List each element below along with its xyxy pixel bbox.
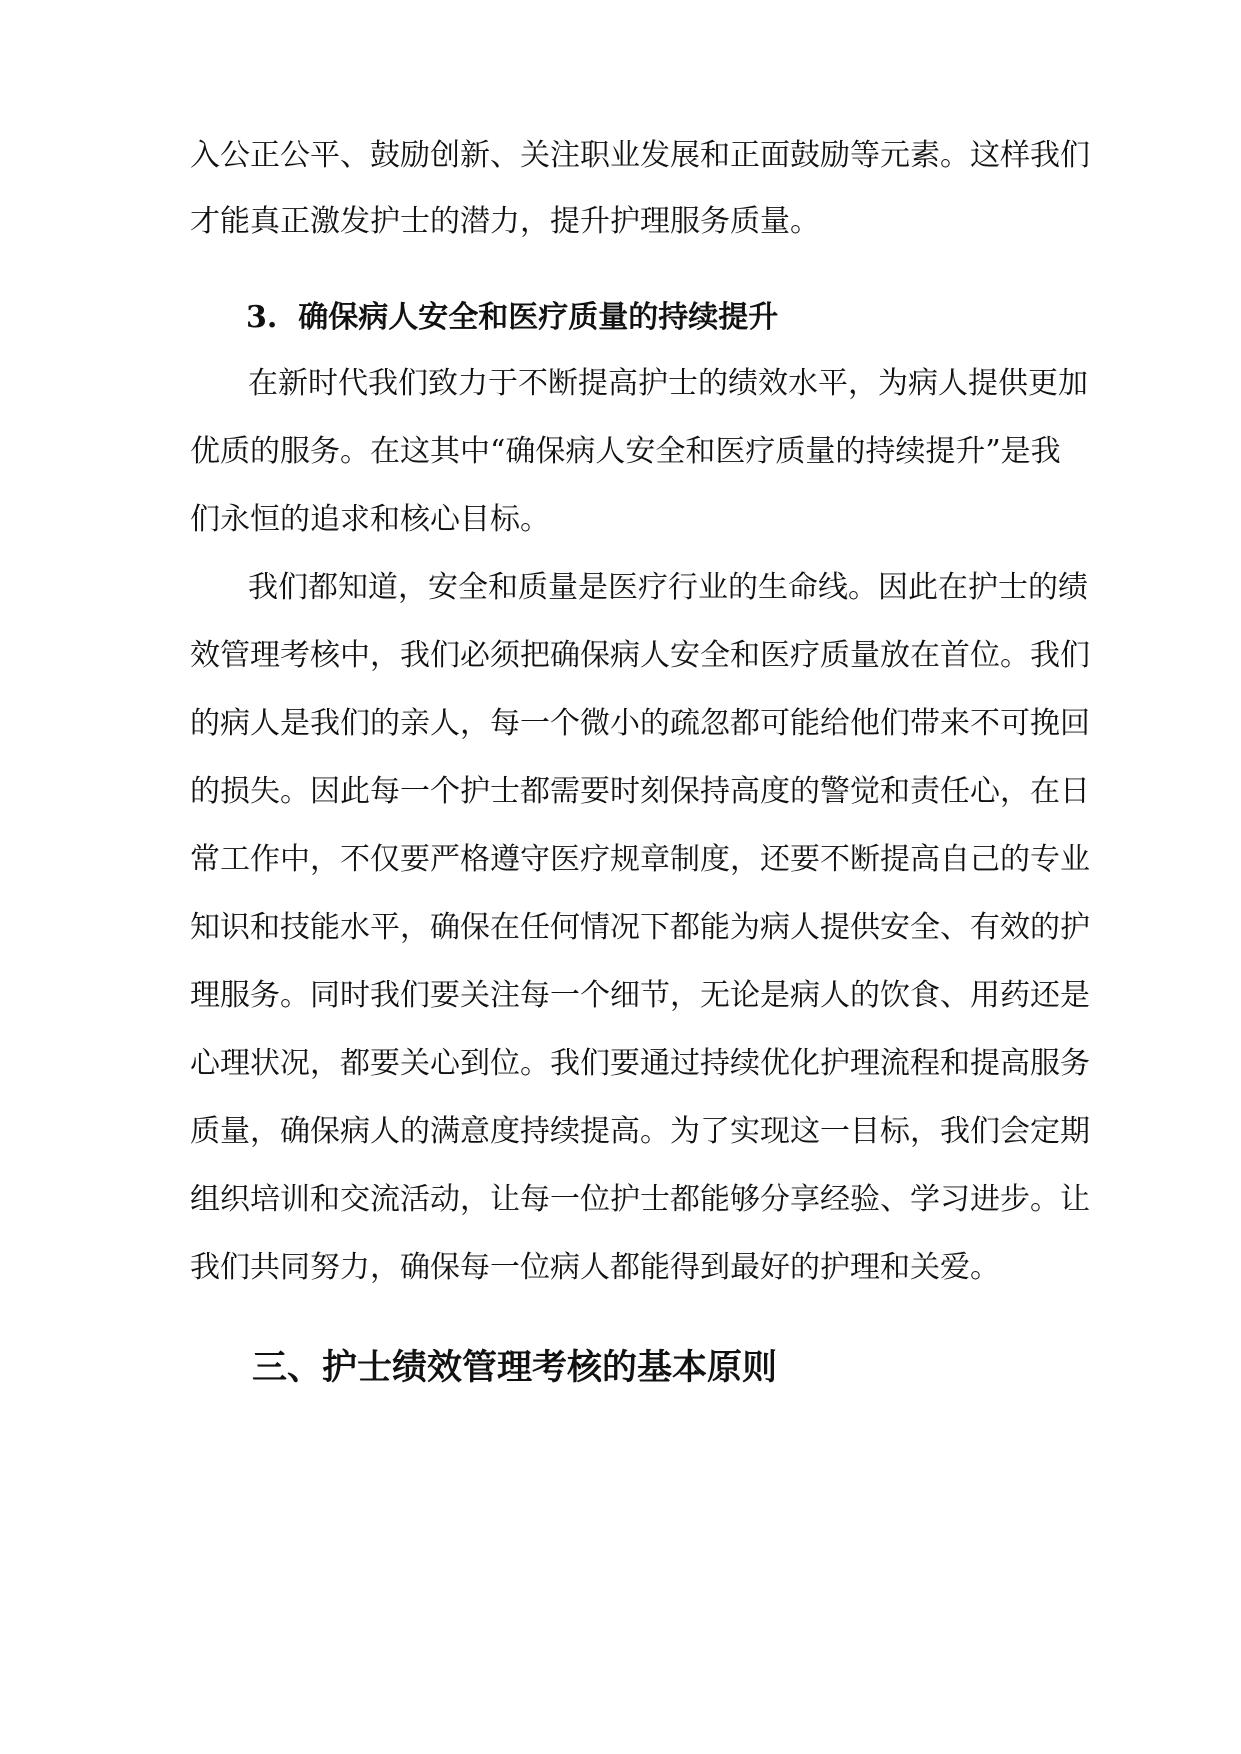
paragraph-line: 心理状况，都要关心到位。我们要通过持续优化护理流程和提高服务 bbox=[190, 1046, 1090, 1081]
paragraph-line: 知识和技能水平，确保在任何情况下都能为病人提供安全、有效的护 bbox=[190, 910, 1090, 945]
subsection-title: 确保病人安全和医疗质量的持续提升 bbox=[298, 300, 779, 335]
paragraph-line: 理服务。同时我们要关注每一个细节，无论是病人的饮食、用药还是 bbox=[190, 978, 1090, 1013]
paragraph-line: 组织培训和交流活动，让每一位护士都能够分享经验、学习进步。让 bbox=[190, 1182, 1090, 1217]
paragraph-line: 优质的服务。在这其中“确保病人安全和医疗质量的持续提升”是我 bbox=[190, 434, 1061, 469]
subsection-heading bbox=[246, 298, 778, 338]
paragraph-line: 质量，确保病人的满意度持续提高。为了实现这一目标，我们会定期 bbox=[190, 1114, 1090, 1149]
section-heading: 三、护士绩效管理考核的基本原则 bbox=[252, 1347, 778, 1388]
paragraph-line: 入公正公平、鼓励创新、关注职业发展和正面鼓励等元素。这样我们 bbox=[190, 138, 1090, 173]
paragraph-line: 才能真正激发护士的潜力，提升护理服务质量。 bbox=[190, 204, 820, 239]
paragraph-line: 效管理考核中，我们必须把确保病人安全和医疗质量放在首位。我们 bbox=[190, 638, 1090, 673]
paragraph-line: 我们都知道，安全和质量是医疗行业的生命线。因此在护士的绩 bbox=[248, 570, 1088, 605]
paragraph-line: 们永恒的追求和核心目标。 bbox=[190, 502, 550, 537]
paragraph-line: 常工作中，不仅要严格遵守医疗规章制度，还要不断提高自己的专业 bbox=[190, 842, 1090, 877]
paragraph-line: 的病人是我们的亲人，每一个微小的疏忽都可能给他们带来不可挽回 bbox=[190, 706, 1090, 741]
paragraph-line: 在新时代我们致力于不断提高护士的绩效水平，为病人提供更加 bbox=[248, 366, 1088, 401]
subsection-number: 3. bbox=[246, 300, 278, 335]
paragraph-line: 我们共同努力，确保每一位病人都能得到最好的护理和关爱。 bbox=[190, 1250, 1000, 1285]
paragraph-line: 的损失。因此每一个护士都需要时刻保持高度的警觉和责任心，在日 bbox=[190, 774, 1090, 809]
